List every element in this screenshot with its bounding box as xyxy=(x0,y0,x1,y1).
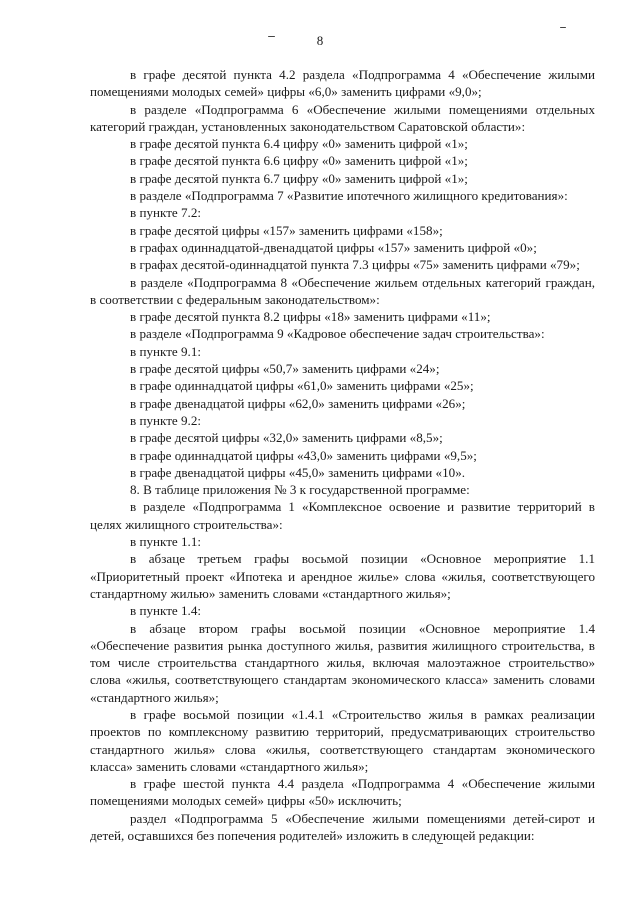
paragraph: в пункте 1.4: xyxy=(130,603,202,619)
scan-speck xyxy=(268,36,275,37)
paragraph: в графе десятой цифры «157» заменить цифрами «158»; xyxy=(130,222,443,238)
paragraph: в разделе «Подпрограмма 1 «Комплексное освоение и развитие территорий в целях жилищного строительства»: xyxy=(90,499,595,532)
paragraph: раздел «Подпрограмма 5 «Обеспечение жилыми помещениями детей-сирот и детей, оставшихся без попечения родителей» изложить в следующей редакции: xyxy=(90,810,595,844)
paragraph: в графе десятой пункта 8.2 цифры «18» заменить цифрами «11»; xyxy=(130,309,491,325)
paragraph: в графах одиннадцатой-двенадцатой цифры «157» заменить цифрой «0»; xyxy=(130,239,537,255)
paragraph: в пункте 9.2: xyxy=(130,412,202,428)
paragraph: в графах десятой-одиннадцатой пункта 7.3 цифры «75» заменить цифрами «79»; xyxy=(130,257,580,273)
paragraph: в графе десятой цифры «32,0» заменить цифрами «8,5»; xyxy=(130,430,443,446)
paragraph: в графе одиннадцатой цифры «61,0» заменить цифрами «25»; xyxy=(130,378,474,394)
paragraph: в разделе «Подпрограмма 8 «Обеспечение жильем отдельных категорий граждан, в соответствии с федеральным законодательством»: xyxy=(90,274,595,307)
scan-speck xyxy=(560,27,566,28)
page-number: 8 xyxy=(316,33,324,48)
paragraph: в пункте 1.1: xyxy=(130,534,202,550)
paragraph: в графе восьмой позиции «1.4.1 «Строительство жилья в рамках реализации проектов по комплексному развитию территорий, предусматривающих строительство стандартного жилья» слова «жилья, соответствующего стандартам экономического класса» заменить словами «стандартного жилья»; xyxy=(90,706,595,774)
paragraph: в пункте 7.2: xyxy=(130,205,202,221)
paragraph: в абзаце третьем графы восьмой позиции «Основное мероприятие 1.1 «Приоритетный проект «Ипотека и арендное жилье» слова «жилья, соответствующего стандартному жилью» заменить словами «стандартного жилья»; xyxy=(90,551,595,601)
paragraph: в абзаце втором графы восьмой позиции «Основное мероприятие 1.4 «Обеспечение развития рынка доступного жилья, развития жилищного строительства, в том числе строительства стандартного жилья, включая малоэтажное строительство» слова «жилья, соответствующего стандартам экономического класса» заменить словами «стандартного жилья»; xyxy=(90,620,595,705)
paragraph: 8. В таблице приложения № 3 к государственной программе: xyxy=(130,482,470,498)
paragraph: в графе двенадцатой цифры «62,0» заменить цифрами «26»; xyxy=(130,395,466,411)
paragraph: в разделе «Подпрограмма 9 «Кадровое обеспечение задач строительства»: xyxy=(130,326,545,342)
paragraph: в разделе «Подпрограмма 6 «Обеспечение жилыми помещениями отдельных категорий граждан, установленных законодательством Саратовской области»: xyxy=(90,101,595,134)
paragraph: в пункте 9.1: xyxy=(130,343,202,359)
paragraph: в графе десятой пункта 6.6 цифру «0» заменить цифрой «1»; xyxy=(130,153,468,169)
paragraph: в графе десятой пункта 6.4 цифру «0» заменить цифрой «1»; xyxy=(130,136,468,152)
paragraph: в графе десятой пункта 4.2 раздела «Подпрограмма 4 «Обеспечение жилыми помещениями молодых семей» цифры «6,0» заменить цифрами «9,0»; xyxy=(90,67,595,100)
paragraph: в графе десятой цифры «50,7» заменить цифрами «24»; xyxy=(130,361,440,377)
paragraph: в графе десятой пункта 6.7 цифру «0» заменить цифрой «1»; xyxy=(130,170,468,186)
paragraph: в графе одиннадцатой цифры «43,0» заменить цифрами «9,5»; xyxy=(130,447,477,463)
paragraph: в разделе «Подпрограмма 7 «Развитие ипотечного жилищного кредитования»: xyxy=(130,188,568,204)
document-body xyxy=(90,66,595,844)
paragraph: в графе шестой пункта 4.4 раздела «Подпрограмма 4 «Обеспечение жилыми помещениями молодых семей» цифры «50» исключить; xyxy=(90,776,595,809)
paragraph: в графе двенадцатой цифры «45,0» заменить цифрами «10». xyxy=(130,464,466,480)
